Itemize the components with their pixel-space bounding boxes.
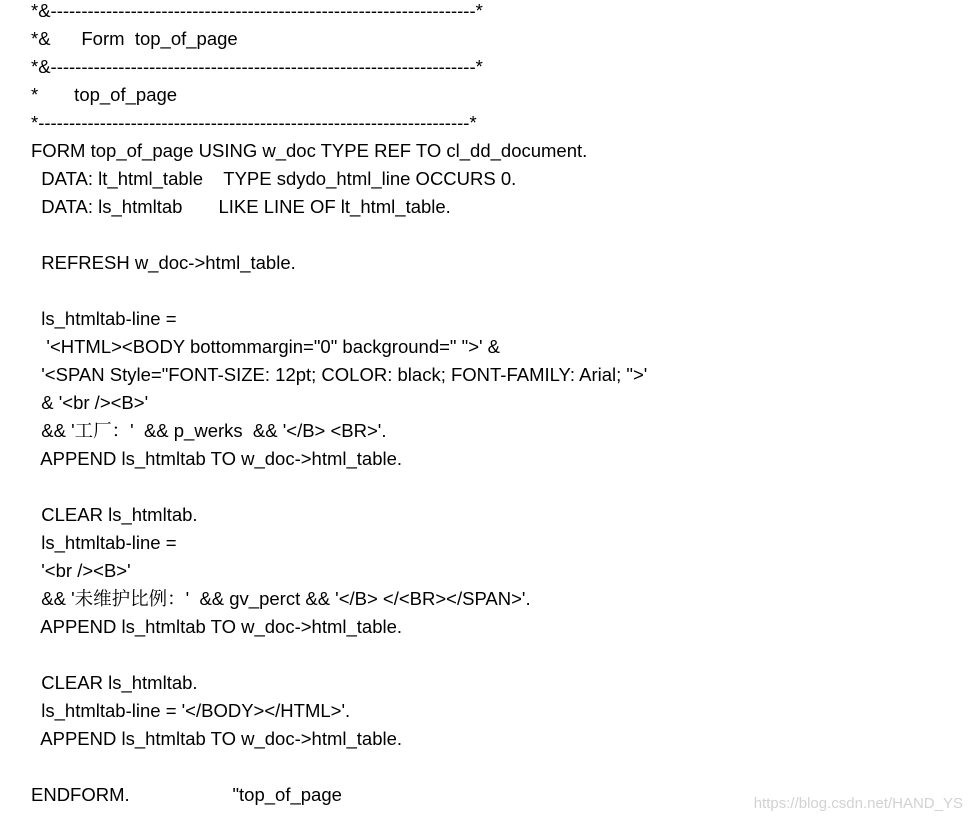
- code-line: [31, 221, 647, 249]
- code-line: [31, 277, 647, 305]
- code-line: DATA: ls_htmltab LIKE LINE OF lt_html_table.: [31, 196, 451, 217]
- watermark: https://blog.csdn.net/HAND_YS: [753, 795, 963, 812]
- code-line: DATA: lt_html_table TYPE sdydo_html_line OCCURS 0.: [31, 168, 517, 189]
- code-line: '<HTML><BODY bottommargin="0" background=" ">' &: [31, 336, 501, 357]
- code-block: [31, 0, 647, 809]
- code-line: *----------------------------------------------------------------------*: [31, 112, 477, 133]
- code-line: APPEND ls_htmltab TO w_doc->html_table.: [31, 728, 403, 749]
- code-line: *&---------------------------------------------------------------------*: [31, 0, 483, 21]
- code-line: *& Form top_of_page: [31, 28, 238, 49]
- code-line: [31, 641, 647, 669]
- code-line: CLEAR ls_htmltab.: [31, 504, 198, 525]
- code-line: '<SPAN Style="FONT-SIZE: 12pt; COLOR: black; FONT-FAMILY: Arial; ">': [31, 364, 648, 385]
- code-line: '<br /><B>': [31, 560, 131, 581]
- code-line: ls_htmltab-line =: [31, 532, 177, 553]
- code-line: * top_of_page: [31, 84, 178, 105]
- code-line: REFRESH w_doc->html_table.: [31, 252, 296, 273]
- code-line: & '<br /><B>': [31, 392, 149, 413]
- code-line: APPEND ls_htmltab TO w_doc->html_table.: [31, 448, 403, 469]
- code-line: FORM top_of_page USING w_doc TYPE REF TO cl_dd_document.: [31, 140, 588, 161]
- code-line: && '未维护比例：' && gv_perct && '</B> </<BR></SPAN>'.: [31, 588, 531, 609]
- code-line: APPEND ls_htmltab TO w_doc->html_table.: [31, 616, 403, 637]
- code-line: ENDFORM. "top_of_page: [31, 784, 342, 805]
- code-line: [31, 753, 647, 781]
- code-line: ls_htmltab-line =: [31, 308, 177, 329]
- code-line: && '工厂：' && p_werks && '</B> <BR>'.: [31, 420, 387, 441]
- code-line: [31, 473, 647, 501]
- code-line: ls_htmltab-line = '</BODY></HTML>'.: [31, 700, 351, 721]
- code-line: CLEAR ls_htmltab.: [31, 672, 198, 693]
- code-line: *&---------------------------------------------------------------------*: [31, 56, 483, 77]
